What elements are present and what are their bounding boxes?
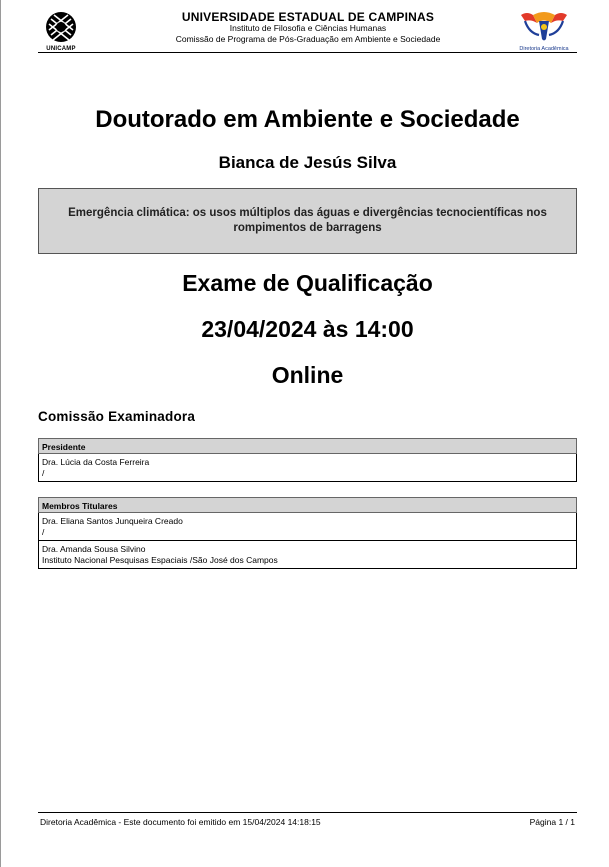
member-name: Dra. Lúcia da Costa Ferreira bbox=[42, 457, 150, 467]
exam-location: Online bbox=[271, 362, 344, 388]
student-name: Bianca de Jesús Silva bbox=[218, 153, 397, 172]
header-text bbox=[98, 12, 518, 45]
page-edge bbox=[0, 0, 1, 867]
exam-datetime: 23/04/2024 às 14:00 bbox=[201, 316, 414, 342]
titular-members-section bbox=[38, 497, 577, 569]
institute-name: Instituto de Filosofia e Ciências Humanas bbox=[229, 23, 387, 33]
committee-member-row bbox=[38, 454, 577, 482]
diretoria-academica-emblem-icon bbox=[513, 9, 575, 43]
thesis-title-box bbox=[38, 188, 577, 254]
member-affiliation: / bbox=[42, 527, 45, 537]
page-number: Página 1 / 1 bbox=[529, 817, 575, 827]
document-header bbox=[38, 8, 577, 53]
program-name: Comissão de Programa de Pós-Graduação em Ambiente e Sociedade bbox=[175, 34, 441, 44]
exam-type: Exame de Qualificação bbox=[182, 270, 433, 296]
president-section-header: Presidente bbox=[38, 438, 577, 454]
thesis-title: Emergência climática: os usos múltiplos das águas e divergências tecnocientíficas nos rompimentos de barragens bbox=[68, 207, 547, 234]
issued-timestamp: Diretoria Acadêmica - Este documento foi emitido em 15/04/2024 14:18:15 bbox=[40, 817, 321, 827]
document-footer bbox=[38, 812, 577, 827]
member-affiliation: Instituto Nacional Pesquisas Espaciais /São José dos Campos bbox=[42, 555, 278, 565]
diretoria-academica-caption: Diretoria Acadêmica bbox=[519, 46, 569, 52]
committee-member-row bbox=[38, 541, 577, 569]
titular-members-section-header: Membros Titulares bbox=[38, 497, 577, 513]
member-name: Dra. Amanda Sousa Silvino bbox=[42, 544, 146, 554]
committee-member-row bbox=[38, 513, 577, 541]
unicamp-emblem-icon bbox=[40, 10, 82, 44]
member-affiliation: / bbox=[42, 468, 45, 478]
unicamp-logo-caption: UNICAMP bbox=[46, 46, 76, 52]
university-name: UNIVERSIDADE ESTADUAL DE CAMPINAS bbox=[181, 10, 435, 24]
unicamp-logo bbox=[40, 10, 82, 52]
program-title: Doutorado em Ambiente e Sociedade bbox=[95, 106, 520, 133]
diretoria-academica-logo bbox=[513, 9, 575, 53]
member-name: Dra. Eliana Santos Junqueira Creado bbox=[42, 516, 183, 526]
president-section bbox=[38, 438, 577, 482]
committee-heading: Comissão Examinadora bbox=[38, 409, 196, 424]
